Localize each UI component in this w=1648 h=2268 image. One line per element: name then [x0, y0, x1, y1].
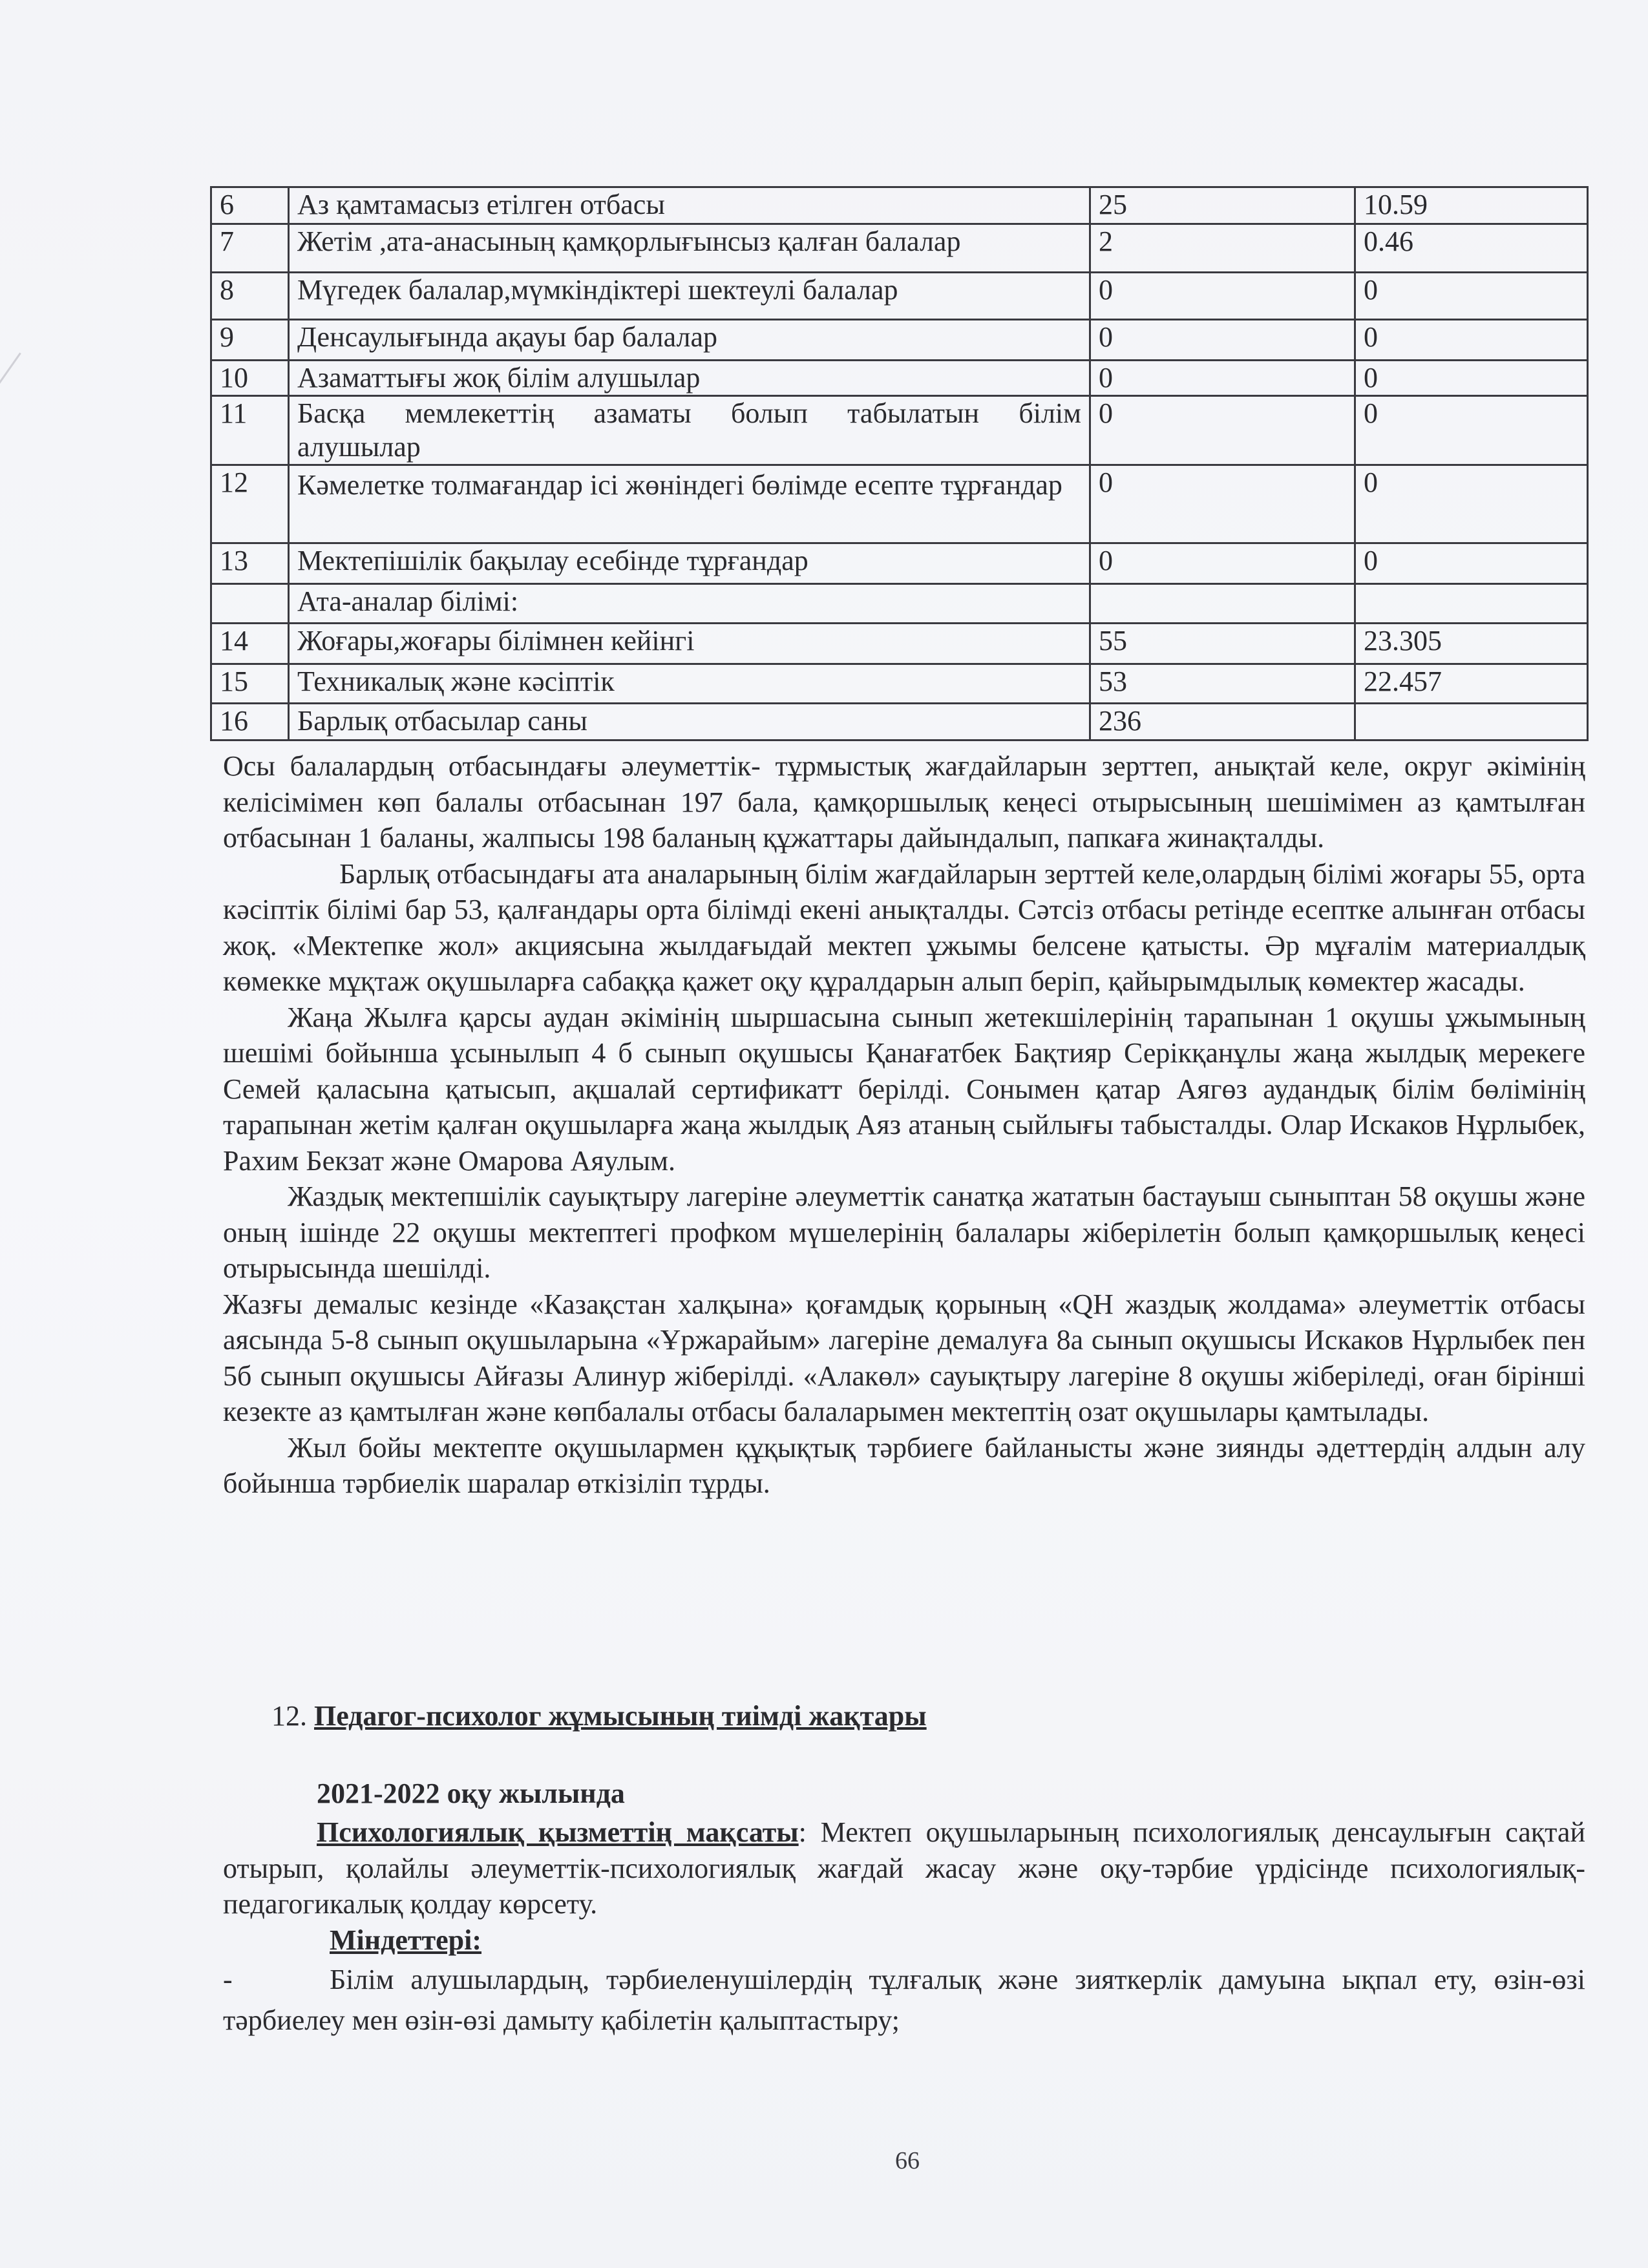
row-value: 0 [1090, 361, 1355, 396]
row-number: 12 [211, 465, 289, 543]
body-paragraphs [223, 748, 1585, 1502]
row-value: 236 [1090, 704, 1355, 740]
row-percent: 0 [1355, 273, 1588, 320]
row-number: 15 [211, 664, 289, 704]
row-value: 55 [1090, 624, 1355, 664]
table-row [211, 543, 1588, 584]
row-percent [1355, 704, 1588, 740]
table-subheader-row [211, 584, 1588, 624]
paragraph-summer-holiday: Жазғы демалыс кезінде «Казақстан халқына» қоғамдық қорының «QН жаздық жолдама» әлеуметтік отбасы аясында 5-8 сынып оқушыларына «Ұржарайым» лагеріне демалуға 8а сынып оқушысы Искаков Нұрлыбек пен 5б сынып оқушысы Айғазы Алинур жіберілді. «Алакөл» сауықтыру лагеріне 8 оқушы жіберіледі, оған бірінші кезекте аз қамтылған және көпбалалы отбасы балаларымен мектептің озат оқушылары қамтылады. [223, 1288, 1585, 1427]
row-percent: 0 [1355, 361, 1588, 396]
row-label: Мектепішілік бақылау есебінде тұрғандар [289, 543, 1090, 584]
row-number: 7 [211, 224, 289, 273]
row-value: 2 [1090, 224, 1355, 273]
row-number: 8 [211, 273, 289, 320]
list-bullet: - [223, 1964, 233, 1995]
table-row [211, 704, 1588, 740]
row-value: 0 [1090, 273, 1355, 320]
table-row [211, 187, 1588, 224]
table-row [211, 465, 1588, 543]
row-percent: 10.59 [1355, 187, 1588, 224]
row-label: Аз қамтамасыз етілген отбасы [289, 187, 1090, 224]
row-percent: 0 [1355, 465, 1588, 543]
row-value [1090, 584, 1355, 624]
row-value: 0 [1090, 396, 1355, 465]
goal-text: : Мектеп оқушыларының психологиялық денсаулығын сақтай отырып, қолайлы әлеуметтік-психологиялық жағдай жасау және оқу-тәрбие үрдісінде психологиялық-педагогикалық қолдау көрсету. [223, 1816, 1586, 1920]
row-value: 0 [1090, 543, 1355, 584]
row-value: 0 [1090, 465, 1355, 543]
row-percent: 0 [1355, 543, 1588, 584]
page-number: 66 [895, 2147, 920, 2174]
tasks-heading: Міндеттері: [330, 1924, 481, 1956]
paragraph-legal-education: Жыл бойы мектепте оқушылармен құқықтық тәрбиеге байланысты және зиянды әдеттердің алдын алу бойынша тәрбиелік шаралар өткізіліп тұрды. [223, 1431, 1585, 1499]
table-row [211, 396, 1588, 465]
paragraph-summer-camp: Жаздық мектепшілік сауықтыру лагеріне әлеуметтік санатқа жататын бастауыш сыныптан 58 оқушы және оның ішінде 22 оқушы мектептегі профком мүшелерінің балалары жіберілетін болып қамқоршылық кеңесі отырысында шешілді. [223, 1181, 1585, 1284]
academic-year-heading: 2021-2022 оқу жылында [317, 1778, 625, 1809]
row-label: Басқа мемлекеттің азаматы болып табылатын білім алушылар [289, 396, 1090, 465]
row-percent: 22.457 [1355, 664, 1588, 704]
subheader-label: Ата-аналар білімі: [289, 584, 1090, 624]
row-label: Жоғары,жоғары білімнен кейінгі [289, 624, 1090, 664]
row-number [211, 584, 289, 624]
table-row [211, 273, 1588, 320]
table-row [211, 320, 1588, 361]
goal-label: Психологиялық қызметтің мақсаты [317, 1816, 799, 1848]
row-label: Жетім ,ата-анасының қамқорлығынсыз қалған балалар [289, 224, 1090, 273]
goal-paragraph [223, 1814, 1585, 1922]
row-label: Техникалық және кәсіптік [289, 664, 1090, 704]
table-row [211, 624, 1588, 664]
row-percent: 23.305 [1355, 624, 1588, 664]
row-number: 14 [211, 624, 289, 664]
row-value: 53 [1090, 664, 1355, 704]
task-text: Білім алушылардың, тәрбиеленушілердің тұлғалық және зияткерлік дамуына ықпал ету, өзін-өзі тәрбиелеу мен өзін-өзі дамыту қабілетін қалыптастыру; [223, 1964, 1585, 2036]
section-number: 12. [271, 1700, 307, 1732]
row-label: Барлық отбасылар саны [289, 704, 1090, 740]
section-title: Педагог-психолог жұмысының тиімді жақтары [314, 1700, 927, 1732]
paragraph-new-year: Жаңа Жылға қарсы аудан әкімінің шыршасына сынып жетекшілерінің тарапынан 1 оқушы ұжымының шешімі бойынша ұсынылып 4 б сынып оқушысы Қанағатбек Бақтияр Серікқанұлы жаңа жылдық мерекеге Семей қаласына қатысып, ақшалай сертификатт берілді. Сонымен қатар Аягөз аудандық білім бөлімінің тарапынан жетім қалған оқушыларға жаңа жылдық Аяз атаның сыйлығы табысталды. Олар Искаков Нұрлыбек, Рахим Бекзат және Омарова Аяулым. [223, 1001, 1585, 1177]
row-number: 9 [211, 320, 289, 361]
scan-artifact [0, 352, 21, 390]
row-value: 0 [1090, 320, 1355, 361]
table-row [211, 224, 1588, 273]
row-percent [1355, 584, 1588, 624]
row-number: 11 [211, 396, 289, 465]
table-row [211, 664, 1588, 704]
table-row [211, 361, 1588, 396]
paragraph-family-survey: Осы балалардың отбасындағы әлеуметтік- тұрмыстық жағдайларын зерттеп, анықтай келе, округ әкімінің келісімімен көп балалы отбасынан 197 бала, қамқоршылық кеңесі отырысының шешімімен аз қамтылған отбасынан 1 баланы, жалпысы 198 баланың құжаттары дайындалып, папкаға жинақталды. [223, 750, 1585, 854]
row-number: 13 [211, 543, 289, 584]
row-number: 16 [211, 704, 289, 740]
row-label: Кәмелетке толмағандар ісі жөніндегі бөлімде есепте тұрғандар [289, 465, 1090, 543]
row-percent: 0.46 [1355, 224, 1588, 273]
row-percent: 0 [1355, 320, 1588, 361]
paragraph-parent-education: Барлық отбасындағы ата аналарының білім жағдайларын зерттей келе,олардың білімі жоғары 55, орта кәсіптік білімі бар 53, қалғандары орта білімді екені анықталды. Сәтсіз отбасы ретінде есептке алынған отбасы жоқ. «Мектепке жол» акциясына жылдағыдай мектеп ұжымы белсене қатысты. Әр мұғалім материалдық көмекке мұқтаж оқушыларға сабаққа қажет оқу құралдарын алып беріп, қайырымдылық көмектер жасады. [223, 857, 1585, 997]
section-heading [271, 1698, 927, 1734]
row-label: Азаматтығы жоқ білім алушылар [289, 361, 1090, 396]
row-value: 25 [1090, 187, 1355, 224]
row-number: 6 [211, 187, 289, 224]
row-number: 10 [211, 361, 289, 396]
row-percent: 0 [1355, 396, 1588, 465]
family-statistics-table [210, 186, 1589, 741]
row-label: Денсаулығында ақауы бар балалар [289, 320, 1090, 361]
task-list-item [223, 1959, 1585, 2041]
row-label: Мүгедек балалар,мүмкіндіктері шектеулі балалар [289, 273, 1090, 320]
